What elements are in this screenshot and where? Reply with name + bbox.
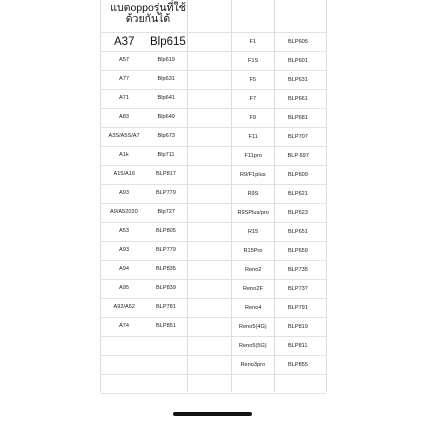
left-model-cell[interactable]: A92/A52 — [113, 304, 135, 310]
header-line-2: ด้วยกันได้ — [125, 13, 171, 25]
right-battery-cell[interactable]: BLP791 — [288, 305, 308, 311]
left-model-cell[interactable]: A74 — [119, 323, 129, 329]
left-battery-cell[interactable]: BLP839 — [156, 285, 176, 291]
right-model-cell[interactable]: Reno5(5G) — [239, 343, 267, 349]
left-model-cell[interactable]: A57 — [119, 57, 129, 63]
left-battery-cell[interactable]: Blp649 — [157, 114, 175, 120]
grid-row-line — [100, 127, 326, 128]
left-model-cell[interactable]: A37 — [114, 36, 135, 48]
right-model-cell[interactable]: Reno5(4G) — [239, 324, 267, 330]
right-battery-cell[interactable]: BLP 697 — [287, 153, 309, 159]
right-model-cell[interactable]: R9/F1plus — [240, 172, 266, 178]
left-model-cell[interactable]: A83 — [119, 114, 129, 120]
grid-row-line — [100, 108, 326, 109]
left-battery-cell[interactable]: BLP817 — [156, 171, 176, 177]
grid-column-line — [187, 0, 188, 392]
right-battery-cell[interactable]: BLP623 — [288, 210, 308, 216]
right-model-cell[interactable]: R9S — [247, 191, 259, 197]
left-model-cell[interactable]: A94 — [119, 266, 129, 272]
grid-row-line — [100, 393, 326, 394]
grid-column-line — [326, 0, 327, 392]
left-battery-cell[interactable]: Blp711 — [157, 152, 175, 158]
grid-row-line — [100, 203, 326, 204]
grid-column-line — [231, 0, 232, 392]
left-battery-cell[interactable]: Blp631 — [157, 76, 175, 82]
right-model-cell[interactable]: F5 — [249, 77, 257, 83]
grid-row-line — [100, 317, 326, 318]
left-model-cell[interactable]: A77 — [119, 76, 129, 82]
right-model-cell[interactable]: F9 — [249, 115, 257, 121]
right-model-cell[interactable]: F1 — [249, 39, 257, 45]
left-battery-cell[interactable]: BLP781 — [156, 304, 176, 310]
right-model-cell[interactable]: R9SPlus/pro — [237, 210, 269, 216]
left-battery-cell[interactable]: BLP805 — [156, 228, 176, 234]
grid-row-line — [100, 298, 326, 299]
right-model-cell[interactable]: R15 — [248, 229, 259, 235]
right-model-cell[interactable]: F1S — [248, 58, 259, 64]
grid-row-line — [100, 260, 326, 261]
right-battery-cell[interactable]: BLP735 — [288, 267, 308, 273]
left-model-cell[interactable]: A9/A52020 — [110, 209, 138, 215]
left-battery-cell[interactable]: Blp641 — [157, 95, 175, 101]
left-model-cell[interactable]: A15/A16 — [113, 171, 135, 177]
right-battery-cell[interactable]: BLP681 — [288, 115, 308, 121]
left-battery-cell[interactable]: BLP779 — [156, 190, 176, 196]
grid-row-line — [100, 355, 326, 356]
right-battery-cell[interactable]: BLP605 — [288, 39, 308, 45]
right-battery-cell[interactable]: BLP737 — [288, 286, 308, 292]
grid-row-line — [100, 70, 326, 71]
grid-row-line — [100, 89, 326, 90]
right-battery-cell[interactable]: BLP819 — [288, 324, 308, 330]
grid-row-line — [100, 146, 326, 147]
right-model-cell[interactable]: Reno2F — [243, 286, 263, 292]
left-battery-cell[interactable]: Blp619 — [157, 57, 175, 63]
grid-column-line — [274, 0, 275, 392]
right-battery-cell[interactable]: BLP601 — [288, 58, 308, 64]
left-model-cell[interactable]: A3S/A5S/A7 — [108, 133, 140, 139]
right-battery-cell[interactable]: BLP855 — [288, 362, 308, 368]
right-battery-cell[interactable]: BLP659 — [288, 248, 308, 254]
right-model-cell[interactable]: F11 — [248, 134, 258, 140]
left-model-cell[interactable]: A93 — [119, 247, 129, 253]
grid-row-line — [100, 374, 326, 375]
header-line-1: แบตoppoรุ่นที่ใช้ — [110, 2, 186, 14]
right-model-cell[interactable]: R15Pro — [243, 248, 263, 254]
left-model-cell[interactable]: A93 — [119, 190, 129, 196]
home-indicator[interactable] — [173, 412, 252, 416]
left-battery-cell[interactable]: BLP835 — [156, 266, 176, 272]
right-battery-cell[interactable]: BLP621 — [288, 191, 308, 197]
grid-column-line — [100, 0, 101, 392]
grid-row-line — [100, 165, 326, 166]
right-battery-cell[interactable]: BLP811 — [288, 343, 308, 349]
right-battery-cell[interactable]: BLP609 — [288, 172, 308, 178]
right-model-cell[interactable]: F11pro — [244, 153, 262, 159]
right-battery-cell[interactable]: BLP631 — [288, 77, 308, 83]
right-battery-cell[interactable]: BLP661 — [288, 96, 308, 102]
grid-row-line — [100, 51, 326, 52]
grid-row-line — [100, 32, 326, 33]
left-battery-cell[interactable]: BLP851 — [156, 323, 176, 329]
left-model-cell[interactable]: A71 — [119, 95, 129, 101]
right-battery-cell[interactable]: BLP651 — [288, 229, 308, 235]
left-battery-cell[interactable]: BLP779 — [156, 247, 176, 253]
left-battery-cell[interactable]: Blp673 — [157, 133, 175, 139]
left-battery-cell[interactable]: Blp727 — [157, 209, 175, 215]
grid-row-line — [100, 279, 326, 280]
right-model-cell[interactable]: Reno4 — [245, 305, 262, 311]
right-battery-cell[interactable]: BLP707 — [288, 134, 308, 140]
right-model-cell[interactable]: Reno3pro — [240, 362, 266, 368]
grid-row-line — [100, 222, 326, 223]
left-model-cell[interactable]: A53 — [119, 228, 129, 234]
left-battery-cell[interactable]: Blp615 — [150, 36, 186, 48]
left-model-cell[interactable]: A95 — [119, 285, 129, 291]
right-model-cell[interactable]: Reno2 — [245, 267, 262, 273]
right-model-cell[interactable]: F7 — [249, 96, 257, 102]
grid-row-line — [100, 241, 326, 242]
grid-row-line — [100, 184, 326, 185]
header-title — [104, 3, 192, 25]
left-model-cell[interactable]: A1k — [119, 152, 129, 158]
grid-row-line — [100, 336, 326, 337]
